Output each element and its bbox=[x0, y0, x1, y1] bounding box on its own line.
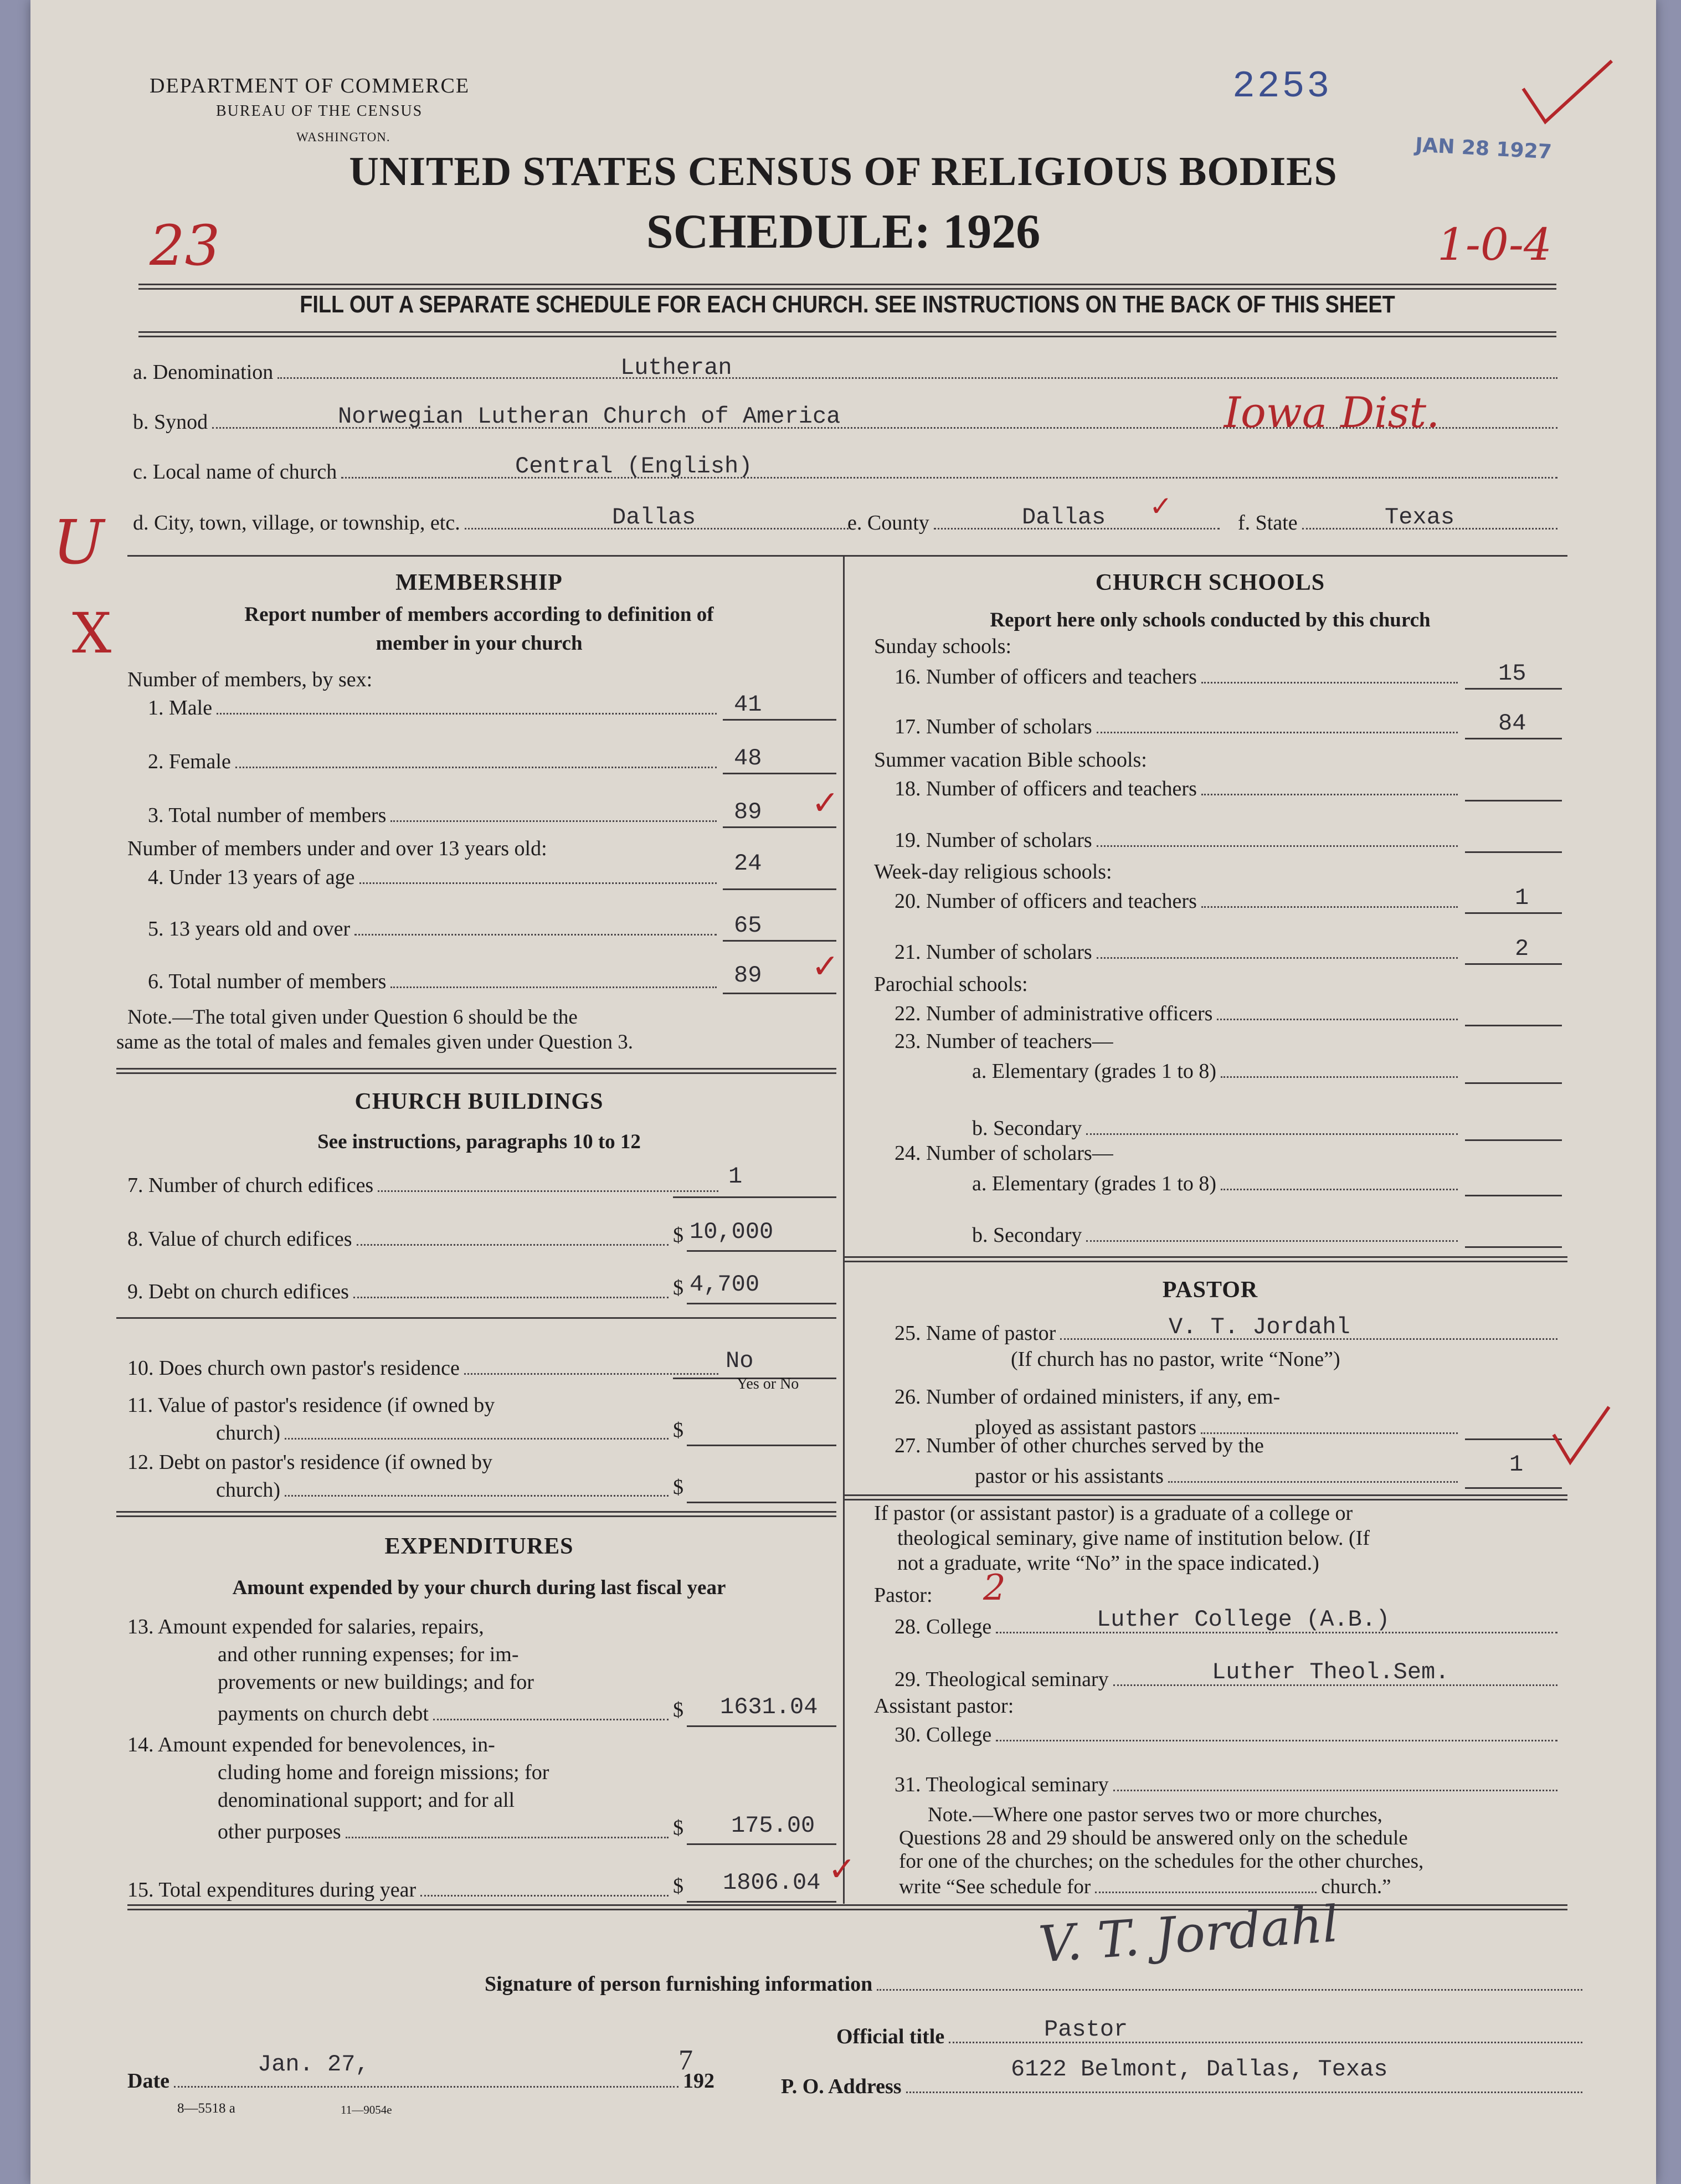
column-divider bbox=[843, 555, 845, 1904]
q26-label-line2: ployed as assistant pastors bbox=[975, 1416, 1197, 1439]
q24a-row bbox=[972, 1171, 1462, 1196]
divider bbox=[116, 1317, 836, 1319]
answer-line bbox=[687, 1250, 836, 1252]
q14-value: 175.00 bbox=[731, 1812, 815, 1839]
q2-row bbox=[148, 749, 721, 774]
date-label: Date bbox=[127, 2069, 169, 2093]
q20-value: 1 bbox=[1515, 885, 1529, 911]
q4-value: 24 bbox=[734, 850, 762, 877]
dotted-leader bbox=[378, 1190, 718, 1192]
pastor-note-4 bbox=[899, 1875, 1508, 1899]
q24a-label: a. Elementary (grades 1 to 8) bbox=[972, 1172, 1217, 1195]
dotted-leader bbox=[1168, 1481, 1458, 1483]
membership-note-1: Note.—The total given under Question 6 should be the bbox=[127, 1006, 578, 1029]
schools-title: CHURCH SCHOOLS bbox=[1095, 570, 1325, 595]
graduate-instruction-1: If pastor (or assistant pastor) is a graduate of a college or bbox=[874, 1502, 1353, 1525]
q8-label: 8. Value of church edifices bbox=[127, 1227, 352, 1251]
stamp-number: 2253 bbox=[1232, 65, 1332, 108]
q4-label: 4. Under 13 years of age bbox=[148, 866, 355, 889]
q11-row bbox=[216, 1421, 673, 1445]
q24b-row bbox=[972, 1223, 1462, 1247]
dotted-leader bbox=[464, 1373, 718, 1375]
dotted-leader bbox=[277, 377, 1557, 379]
q13-label-line4: payments on church debt bbox=[218, 1702, 429, 1725]
bureau-name: BUREAU OF THE CENSUS bbox=[216, 102, 423, 120]
membership-intro-2: member in your church bbox=[376, 632, 583, 655]
q3-row bbox=[148, 803, 721, 828]
q6-label: 6. Total number of members bbox=[148, 970, 387, 993]
year-prefix: 192 bbox=[683, 2069, 714, 2093]
state-value: Texas bbox=[1385, 504, 1455, 531]
dollar-sign: $ bbox=[673, 1276, 683, 1299]
q26-label-line1: 26. Number of ordained ministers, if any, em- bbox=[895, 1385, 1281, 1409]
dotted-leader bbox=[1221, 1189, 1458, 1190]
q31-row bbox=[895, 1772, 1562, 1797]
q15-value: 1806.04 bbox=[723, 1869, 821, 1896]
pastor-label: Pastor: bbox=[874, 1584, 933, 1607]
q16-label: 16. Number of officers and teachers bbox=[895, 665, 1197, 688]
q28-label: 28. College bbox=[895, 1615, 992, 1638]
q27-label-line1: 27. Number of other churches served by the bbox=[895, 1434, 1264, 1457]
divider bbox=[127, 555, 1567, 557]
q12-row bbox=[216, 1478, 673, 1502]
dotted-leader bbox=[420, 1895, 669, 1897]
answer-line bbox=[1465, 688, 1562, 690]
q17-value: 84 bbox=[1498, 710, 1526, 737]
dotted-leader bbox=[1086, 1240, 1458, 1242]
denomination-label: a. Denomination bbox=[133, 361, 274, 384]
answer-line bbox=[1465, 800, 1562, 801]
form-subtitle: SCHEDULE: 1926 bbox=[646, 205, 1041, 259]
q27-row bbox=[975, 1464, 1462, 1488]
department-name: DEPARTMENT OF COMMERCE bbox=[150, 74, 470, 97]
official-title-row bbox=[836, 2024, 1587, 2049]
answer-line bbox=[723, 940, 836, 942]
answer-line bbox=[723, 993, 836, 994]
q22-label: 22. Number of administrative officers bbox=[895, 1002, 1213, 1025]
dotted-leader bbox=[1097, 732, 1458, 733]
q1-row bbox=[148, 696, 721, 720]
age-intro-label: Number of members under and over 13 years old: bbox=[127, 837, 547, 860]
answer-line bbox=[1465, 1487, 1562, 1489]
buildings-subtitle: See instructions, paragraphs 10 to 12 bbox=[317, 1130, 641, 1153]
dollar-sign: $ bbox=[673, 1476, 683, 1499]
date-row bbox=[127, 2069, 714, 2093]
q25-note: (If church has no pastor, write “None”) bbox=[1011, 1348, 1340, 1371]
yes-or-no-hint: Yes or No bbox=[737, 1375, 799, 1392]
denomination-row bbox=[133, 360, 1562, 384]
q20-label: 20. Number of officers and teachers bbox=[895, 890, 1197, 913]
q5-value: 65 bbox=[734, 912, 762, 939]
members-by-sex-label: Number of members, by sex: bbox=[127, 668, 373, 691]
form-number: 8—5518 a bbox=[177, 2101, 235, 2116]
year-digit: 7 bbox=[678, 2044, 693, 2076]
q22-row bbox=[895, 1001, 1462, 1026]
pastor-note-1: Note.—Where one pastor serves two or more churches, bbox=[928, 1803, 1382, 1826]
q24b-label: b. Secondary bbox=[972, 1224, 1082, 1247]
summer-schools-label: Summer vacation Bible schools: bbox=[874, 748, 1147, 772]
dotted-leader bbox=[877, 1989, 1582, 1991]
dotted-leader bbox=[174, 2086, 678, 2088]
divider bbox=[845, 1494, 1567, 1500]
q10-label: 10. Does church own pastor's residence bbox=[127, 1356, 460, 1380]
dollar-sign: $ bbox=[673, 1224, 683, 1247]
q4-row bbox=[148, 865, 721, 890]
buildings-title: CHURCH BUILDINGS bbox=[354, 1089, 604, 1114]
dotted-leader bbox=[1217, 1019, 1458, 1020]
pastor-title: PASTOR bbox=[1162, 1277, 1258, 1303]
pastor-note-2: Questions 28 and 29 should be answered only on the schedule bbox=[899, 1827, 1408, 1849]
dotted-leader bbox=[433, 1719, 669, 1720]
date-value: Jan. 27, bbox=[258, 2051, 369, 2078]
q15-label: 15. Total expenditures during year bbox=[127, 1878, 417, 1902]
answer-line bbox=[723, 773, 836, 774]
census-schedule-sheet bbox=[30, 0, 1656, 2184]
q30-row bbox=[895, 1723, 1562, 1747]
dollar-sign: $ bbox=[673, 1698, 683, 1721]
q9-value: 4,700 bbox=[690, 1271, 760, 1298]
parochial-schools-label: Parochial schools: bbox=[874, 973, 1028, 996]
q11-label-line2: church) bbox=[216, 1421, 281, 1445]
q13-label-line2: and other running expenses; for im- bbox=[218, 1643, 519, 1666]
q27-value: 1 bbox=[1509, 1451, 1524, 1478]
dotted-leader bbox=[235, 767, 717, 768]
q1-value: 41 bbox=[734, 691, 762, 718]
answer-line bbox=[687, 1303, 836, 1304]
q2-value: 48 bbox=[734, 745, 762, 772]
divider bbox=[845, 1256, 1567, 1262]
q6-row bbox=[148, 969, 721, 994]
checkmark-icon bbox=[1518, 55, 1617, 133]
po-address-label: P. O. Address bbox=[781, 2075, 902, 2098]
dotted-leader bbox=[1113, 1790, 1557, 1791]
membership-intro-1: Report number of members according to definition of bbox=[244, 603, 714, 626]
q2-label: 2. Female bbox=[148, 750, 231, 773]
answer-line bbox=[1465, 1139, 1562, 1141]
q25-value: V. T. Jordahl bbox=[1169, 1314, 1350, 1340]
q14-label-line4: other purposes bbox=[218, 1820, 341, 1843]
county-label: e. County bbox=[847, 511, 929, 535]
q8-value: 10,000 bbox=[690, 1219, 774, 1245]
answer-line bbox=[723, 719, 836, 721]
membership-note-2: same as the total of males and females given under Question 3. bbox=[116, 1031, 633, 1054]
q19-label: 19. Number of scholars bbox=[895, 829, 1092, 852]
q6-value: 89 bbox=[734, 962, 762, 989]
dollar-sign: $ bbox=[673, 1816, 683, 1839]
q27-label-line2: pastor or his assistants bbox=[975, 1464, 1164, 1488]
checkmark-icon bbox=[1548, 1401, 1615, 1468]
city-row bbox=[133, 511, 853, 535]
answer-line bbox=[687, 1843, 836, 1845]
q11-label-line1: 11. Value of pastor's residence (if owned by bbox=[127, 1394, 495, 1417]
q20-row bbox=[895, 889, 1462, 913]
state-label: f. State bbox=[1238, 511, 1298, 535]
divider bbox=[127, 1904, 1567, 1910]
answer-line bbox=[687, 1502, 836, 1503]
q18-row bbox=[895, 777, 1462, 801]
graduate-instruction-2: theological seminary, give name of institution below. (If bbox=[897, 1527, 1370, 1550]
dotted-leader bbox=[1221, 1076, 1458, 1078]
pastor-signature: V. T. Jordahl bbox=[1036, 1895, 1340, 1974]
q16-value: 15 bbox=[1498, 660, 1526, 687]
answer-line bbox=[1465, 1438, 1562, 1440]
bureau-city: WASHINGTON. bbox=[296, 130, 390, 144]
q24-label: 24. Number of scholars— bbox=[895, 1142, 1113, 1165]
q13-row bbox=[218, 1702, 673, 1726]
assistant-pastor-label: Assistant pastor: bbox=[874, 1694, 1014, 1718]
q13-label-line3: provements or new buildings; and for bbox=[218, 1671, 534, 1694]
q5-row bbox=[148, 917, 721, 941]
q15-row bbox=[127, 1878, 673, 1902]
q16-row bbox=[895, 665, 1462, 689]
dotted-leader bbox=[285, 1495, 669, 1497]
dotted-leader bbox=[346, 1837, 669, 1838]
q29-value: Luther Theol.Sem. bbox=[1212, 1659, 1449, 1685]
pastor-note-3: for one of the churches; on the schedules for the other churches, bbox=[899, 1850, 1424, 1873]
q14-label-line1: 14. Amount expended for benevolences, in- bbox=[127, 1733, 495, 1756]
q19-row bbox=[895, 828, 1462, 852]
dotted-leader bbox=[390, 986, 717, 988]
form-title: UNITED STATES CENSUS OF RELIGIOUS BODIES bbox=[349, 149, 1338, 194]
city-label: d. City, town, village, or township, etc. bbox=[133, 511, 460, 535]
q8-row bbox=[127, 1227, 673, 1251]
answer-line bbox=[1465, 1025, 1562, 1026]
q29-label: 29. Theological seminary bbox=[895, 1668, 1109, 1691]
dotted-leader bbox=[1097, 957, 1458, 959]
synod-district-note: Iowa Dist. bbox=[1224, 388, 1440, 437]
local-name-row bbox=[133, 460, 1562, 484]
pastor-note-4b: church.” bbox=[1321, 1875, 1391, 1898]
answer-line bbox=[1465, 1195, 1562, 1196]
answer-line bbox=[1465, 1082, 1562, 1084]
q3-value: 89 bbox=[734, 799, 762, 825]
answer-line bbox=[723, 888, 836, 890]
dotted-leader bbox=[357, 1244, 669, 1246]
county-value: Dallas bbox=[1022, 504, 1106, 531]
dollar-sign: $ bbox=[673, 1874, 683, 1898]
q7-label: 7. Number of church edifices bbox=[127, 1174, 374, 1197]
divider bbox=[138, 284, 1556, 290]
sunday-schools-label: Sunday schools: bbox=[874, 635, 1012, 658]
q10-value: No bbox=[726, 1348, 754, 1374]
official-title-label: Official title bbox=[836, 2025, 945, 2048]
official-title-value: Pastor bbox=[1044, 2016, 1128, 2043]
q21-row bbox=[895, 940, 1462, 964]
q13-label-line1: 13. Amount expended for salaries, repairs, bbox=[127, 1615, 484, 1638]
q7-value: 1 bbox=[728, 1163, 743, 1190]
q23-label: 23. Number of teachers— bbox=[895, 1030, 1113, 1053]
local-name-value: Central (English) bbox=[515, 453, 753, 480]
po-address-value: 6122 Belmont, Dallas, Texas bbox=[1011, 2056, 1388, 2083]
pastor-note-4a: write “See schedule for bbox=[899, 1875, 1091, 1898]
q9-label: 9. Debt on church edifices bbox=[127, 1280, 349, 1303]
q23b-row bbox=[972, 1116, 1462, 1140]
divider bbox=[116, 1068, 836, 1074]
dotted-leader bbox=[1201, 682, 1458, 684]
checkmark-icon: ✓ bbox=[811, 784, 840, 823]
weekday-schools-label: Week-day religious schools: bbox=[874, 860, 1112, 883]
answer-line bbox=[723, 826, 836, 828]
graduate-instruction-3: not a graduate, write “No” in the space indicated.) bbox=[897, 1551, 1319, 1575]
synod-value: Norwegian Lutheran Church of America bbox=[338, 403, 841, 430]
answer-line bbox=[673, 1196, 836, 1198]
answer-line bbox=[687, 1725, 836, 1727]
q7-row bbox=[127, 1173, 723, 1198]
answer-line bbox=[1465, 912, 1562, 914]
annotation-x: X bbox=[72, 601, 112, 666]
dotted-leader bbox=[1097, 845, 1458, 847]
print-number: 11—9054e bbox=[341, 2103, 392, 2116]
annotation-23: 23 bbox=[150, 213, 220, 278]
schools-intro: Report here only schools conducted by this church bbox=[990, 609, 1431, 631]
q30-label: 30. College bbox=[895, 1723, 992, 1746]
q21-label: 21. Number of scholars bbox=[895, 941, 1092, 964]
q17-row bbox=[895, 715, 1462, 739]
dotted-leader bbox=[1095, 1892, 1317, 1893]
q14-label-line3: denominational support; and for all bbox=[218, 1789, 515, 1812]
answer-line bbox=[1465, 738, 1562, 739]
q23a-row bbox=[972, 1059, 1462, 1083]
dotted-leader bbox=[390, 820, 717, 822]
answer-line bbox=[687, 1445, 836, 1446]
q23a-label: a. Elementary (grades 1 to 8) bbox=[972, 1060, 1217, 1083]
dotted-leader bbox=[217, 713, 717, 715]
annotation-u: U bbox=[53, 507, 104, 578]
answer-line bbox=[1465, 1246, 1562, 1248]
fill-instruction: FILL OUT A SEPARATE SCHEDULE FOR EACH CHURCH. SEE INSTRUCTIONS ON THE BACK OF THIS SHEET bbox=[300, 291, 1395, 318]
q12-label-line2: church) bbox=[216, 1478, 281, 1502]
checkmark-icon: ✓ bbox=[1149, 490, 1173, 522]
q3-label: 3. Total number of members bbox=[148, 804, 387, 827]
dollar-sign: $ bbox=[673, 1419, 683, 1442]
answer-line bbox=[1465, 963, 1562, 965]
received-date-stamp: JAN 28 1927 bbox=[1415, 133, 1553, 164]
divider bbox=[138, 331, 1556, 337]
dotted-leader bbox=[996, 1740, 1557, 1741]
dotted-leader bbox=[1201, 794, 1458, 795]
q14-row bbox=[218, 1820, 673, 1844]
annotation-code: 1-0-4 bbox=[1437, 219, 1552, 270]
q10-row bbox=[127, 1356, 723, 1380]
membership-title: MEMBERSHIP bbox=[395, 570, 563, 595]
divider bbox=[116, 1511, 836, 1517]
answer-line bbox=[1465, 851, 1562, 853]
expenditures-title: EXPENDITURES bbox=[384, 1534, 574, 1559]
checkmark-icon: ✓ bbox=[811, 947, 840, 986]
synod-label: b. Synod bbox=[133, 410, 208, 434]
dotted-leader bbox=[1201, 906, 1458, 908]
city-value: Dallas bbox=[612, 504, 696, 531]
q14-label-line2: cluding home and foreign missions; for bbox=[218, 1761, 549, 1784]
dotted-leader bbox=[1086, 1133, 1458, 1135]
q28-value: Luther College (A.B.) bbox=[1097, 1606, 1390, 1633]
signature-row bbox=[485, 1972, 1587, 1996]
answer-line bbox=[687, 1901, 836, 1903]
dotted-leader bbox=[354, 934, 717, 936]
q13-value: 1631.04 bbox=[720, 1694, 818, 1720]
q17-label: 17. Number of scholars bbox=[895, 715, 1092, 738]
q12-label-line1: 12. Debt on pastor's residence (if owned by bbox=[127, 1451, 493, 1474]
q18-label: 18. Number of officers and teachers bbox=[895, 777, 1197, 800]
q1-label: 1. Male bbox=[148, 696, 213, 720]
q25-label: 25. Name of pastor bbox=[895, 1322, 1056, 1345]
dotted-leader bbox=[906, 2091, 1582, 2093]
q9-row bbox=[127, 1279, 673, 1304]
q5-label: 5. 13 years old and over bbox=[148, 917, 351, 941]
dotted-leader bbox=[359, 882, 717, 884]
signature-label: Signature of person furnishing information bbox=[485, 1972, 873, 1996]
denomination-value: Lutheran bbox=[620, 354, 732, 381]
q23b-label: b. Secondary bbox=[972, 1117, 1082, 1140]
pastor-mark: 2 bbox=[983, 1568, 1006, 1609]
dotted-leader bbox=[353, 1297, 669, 1298]
expenditures-subtitle: Amount expended by your church during last fiscal year bbox=[232, 1576, 726, 1599]
q31-label: 31. Theological seminary bbox=[895, 1773, 1109, 1796]
q21-value: 2 bbox=[1515, 936, 1529, 962]
checkmark-icon: ✓ bbox=[828, 1850, 856, 1889]
local-name-label: c. Local name of church bbox=[133, 460, 337, 484]
dotted-leader bbox=[285, 1438, 669, 1440]
